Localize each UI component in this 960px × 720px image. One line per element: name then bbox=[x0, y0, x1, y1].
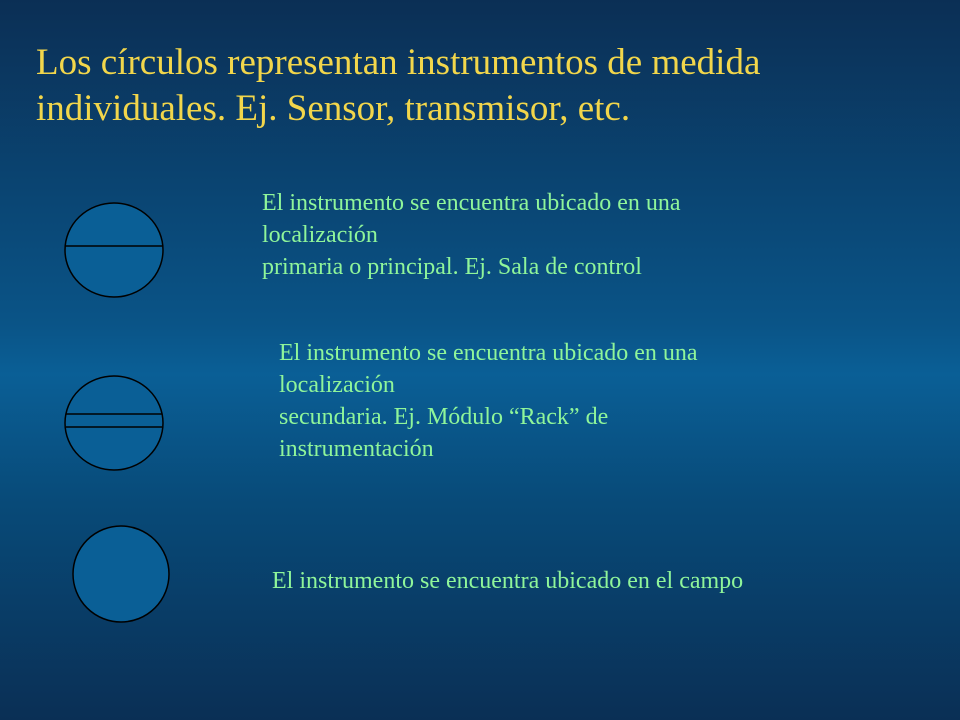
description-line: El instrumento se encuentra ubicado en el campo bbox=[272, 568, 744, 594]
description-line: localización bbox=[279, 372, 395, 398]
description-line: localización bbox=[262, 222, 378, 248]
slide-title bbox=[36, 40, 936, 132]
slide-title-line-1: Los círculos representan instrumentos de medida bbox=[36, 42, 761, 83]
circle-single-line-icon bbox=[63, 201, 165, 299]
description-line: instrumentación bbox=[279, 436, 434, 462]
description-line: El instrumento se encuentra ubicado en una bbox=[262, 190, 681, 216]
circle-double-line-icon bbox=[63, 374, 165, 472]
circle-plain-icon bbox=[71, 525, 173, 625]
description-line: El instrumento se encuentra ubicado en una bbox=[279, 340, 698, 366]
description-primary-location bbox=[262, 187, 902, 283]
description-line: primaria o principal. Ej. Sala de control bbox=[262, 254, 642, 280]
slide-title-line-2: individuales. Ej. Sensor, transmisor, etc. bbox=[36, 88, 631, 129]
description-secondary-location bbox=[279, 337, 899, 465]
description-field-location bbox=[272, 565, 932, 597]
description-line: secundaria. Ej. Módulo “Rack” de bbox=[279, 404, 609, 430]
